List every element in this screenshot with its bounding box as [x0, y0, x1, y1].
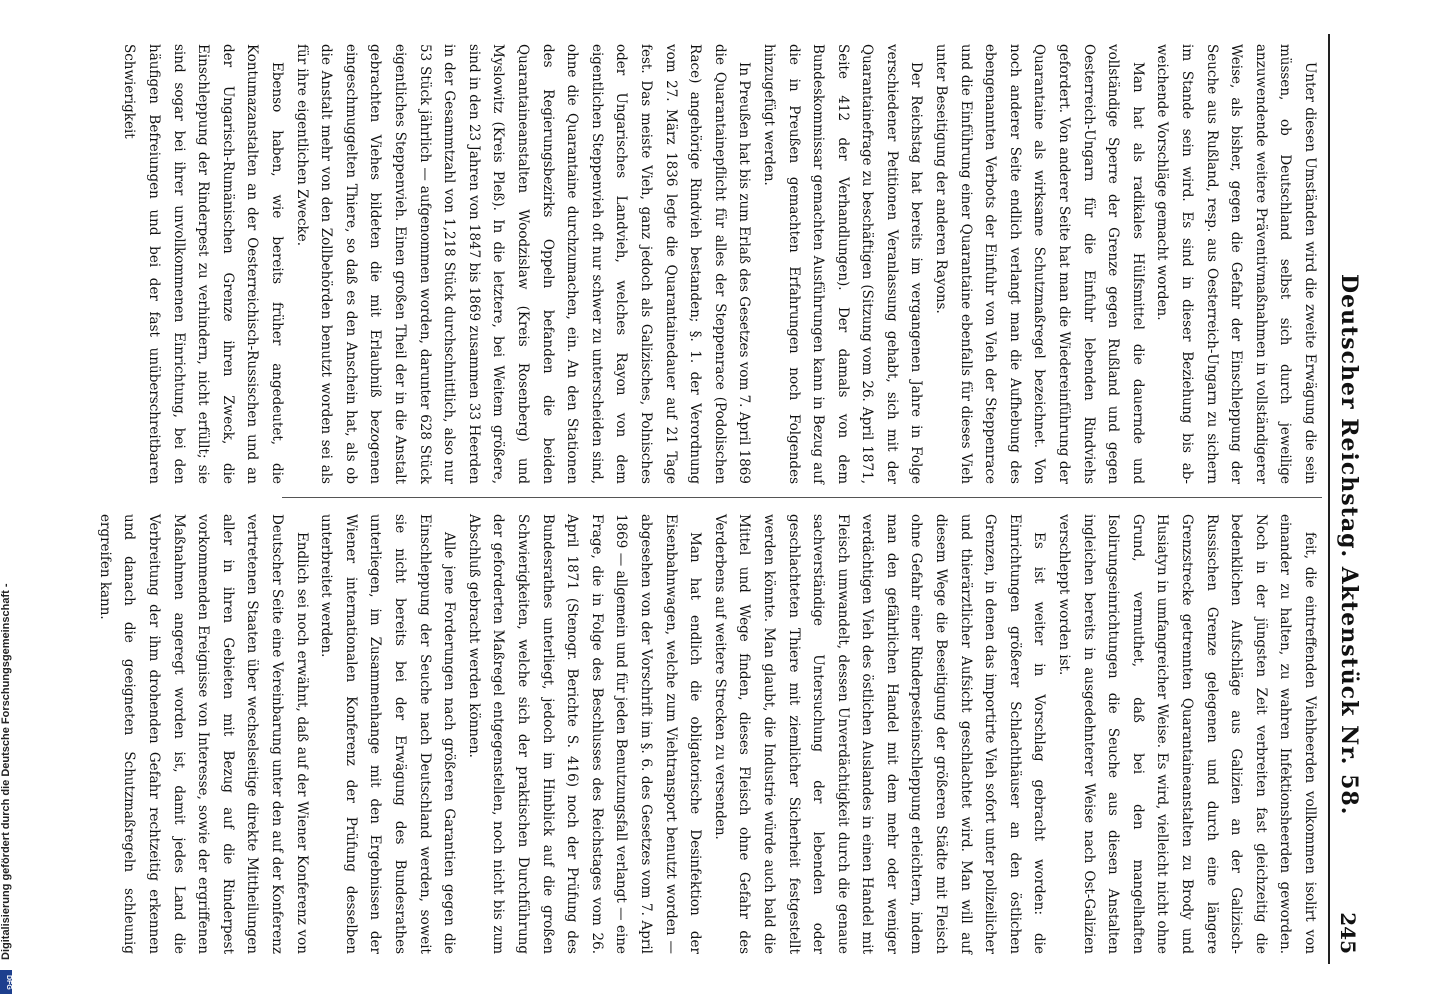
paragraph: Ebenso haben, wie bereits früher angedeutet, die Kontumazanstalten an der Oesterreichisch-Russischen und an der Ungarisch-Rumänischen Grenze ihren Zweck, die Einschleppung der Rinderpest zu verhindern, nicht erfüllt; sie sind sogar bei ihrer unvollkommenen Einrichtung, bei den häufigen Befreiungen und bei der fast unüberschreitbaren Schwierigkeit [121, 44, 286, 484]
paragraph: feit, die eintreffenden Viehheerden vollkommen isolirt von einander zu halten, zu wahren Infektionsheerden geworden. Noch in der jüngsten Zeit verbreiten fast gleichzeitig die bedenklichen Aufschläge aus Galizien an der Galizisch-Russischen Grenze gelegenen und durch eine längere Grenzstrecke getrennten Quarantaineanstalten zu Brody und Husiatyn in umfangreicher Weise. Es wird, vielleicht nicht ohne Grund, vermuthet, daß bei den mangelhaften Isolirungseinrichtungen die Seuche aus diesen Anstalten ingleichen bereits in ausgedehnterer Weise nach Ost-Galizien verschleppt worden ist. [1056, 514, 1318, 954]
paragraph: Alle jene Forderungen nach größeren Garantien gegen die Einschleppung der Seuche nach Deutschland werden, soweit sie nicht bereits bei der Erwägung des Bundesrathes unterliegen, im Zusammenhange mit den Ergebnissen der Wiener internationalen Konferenz der Prüfung desselben unterbreitet werden. [318, 514, 458, 954]
paragraph: Unter diesen Umständen wird die zweite Erwägung die sein müssen, ob Deutschland selbst sich durch jeweilige anzuwendende weitere Präventivmaßnahmen in vollständigerer Weise, als bisher, gegen die Gefahr der Einschleppung der Seuche aus Rußland, resp. aus Oesterreich-Ungarn zu sichern im Stande sein wird. Es sind in dieser Beziehung bis ab-weichende Vorschläge gemacht worden. [1154, 44, 1318, 484]
paragraph: Man hat endlich die obligatorische Desinfektion der Eisenbahnwagen, welche zum Viehtransport benutzt worden — abgesehen von der Vorschrift im §. 6. des Gesetzes vom 7. April 1869 — allgemein und für jeden Benutzungsfall verlangt — eine Frage, die in Folge des Beschlusses des Reichstages vom 26. April 1871 (Stenogr. Berichte S. 416) noch der Prüfung des Bundesrathes unterliegt, jedoch im Hinblick auf die großen Schwierigkeiten, welche sich der praktischen Durchführung der geforderten Maßregel entgegenstellen, noch nicht bis zum Abschluß gebracht werden können. [465, 514, 704, 954]
paragraph: Endlich sei noch erwähnt, daß auf der Wiener Konferenz von Deutscher Seite eine Vereinbarung unter den auf der Konferenz vertretenen Staaten über wechselseitige direkte Mittheilungen aller in ihren Gebieten mit Bezug auf die Rinderpest vorkommenden Ereignisse von Interesse, sowie der ergriffenen Maßnahmen angeregt worden ist, damit jedes Land die Verbreitung der ihm drohenden Gefahr rechtzeitig erkennen und danach die geeigneten Schutzmaßregeln schleunig ergreifen kann. [96, 514, 310, 954]
paragraph: Es ist weiter in Vorschlag gebracht worden: die Einrichtungen größerer Schlachthäuser an den östlichen Grenzen, in denen das importirte Vieh sofort unter polizeilicher und thierärztlicher Aufsicht geschlachtet wird. Man will auf diesem Wege die Beseitigung der größeren Städte mit Fleisch ohne Gefahr einer Rinderpesteinschleppung erleichtern, indem man den gefährlichen Handel mit dem mehr oder weniger verdächtigen Vieh des östlichen Auslandes in einen Handel mit Fleisch umwandelt, dessen Unverdächtigkeit durch die genaue sachverständige Untersuchung der lebenden oder geschlachteten Thiere mit ziemlicher Sicherheit festgestellt werden könnte. Man glaubt, die Industrie würde auch bald die Mittel und Wege finden, dieses Fleisch ohne Gefahr des Verderbens auf weitere Strecken zu versenden. [711, 514, 1048, 954]
paragraph: In Preußen hat bis zum Erlaß des Gesetzes vom 7. April 1869 die Quarantainepflicht für alles der Steppenrace (Podolischen Race) angehörige Rindvieh bestanden; §. 1. der Verordnung vom 27. März 1836 legte die Quarantainedauer auf 21 Tage fest. Das meiste Vieh, ganz jedoch als Galizisches, Polnisches oder Ungarisches Landvieh, welches Rayon von dem eigentlichen Steppenvieh oft nur schwer zu unterscheiden sind, ohne die Quarantaine durchzumachen, ein. An den Stationen des Regierungsbezirks Oppeln befanden die beiden Quarantaineanstalten Woodzislaw (Kreis Rosenberg) und Myslowitz (Kreis Pleß). In die letztere, bei Weitem größere, sind in den 23 Jahren von 1847 bis 1869 zusammen 33 Heerden in der Gesammtzahl von 1,218 Stück durchschnittlich, also nur 53 Stück jährlich — aufgenommen worden, darunter 628 Stück eigentliches Steppenvieh. Einen großen Theil der in die Anstalt gebrachten Viehes bildeten die mit Erlaubniß bezogenen eingeschmuggelten Thiere, so daß es den Anschein hat, als ob die Anstalt mehr von den Zollbehörden benutzt worden sei als für ihre eigentlichen Zwecke. [293, 44, 753, 484]
paragraph: Man hat als radikales Hülfsmittel die dauernde und vollständige Sperre der Grenze gegen Rußland und gegen Oesterreich-Ungarn für die Einfuhr lebenden Rindviehs gefordert. Von anderer Seite hat man die Wiedereinführung der Quarantaine als wirksame Schutzmaßregel bezeichnet. Von noch anderer Seite endlich verlangt man die Aufhebung des ebengenannten Verbots der Einfuhr von Vieh der Steppenrace und die Einführung einer Quarantaine ebenfalls für dieses Vieh unter Beseitigung der anderen Rayons. [933, 44, 1146, 484]
paragraph: Der Reichstag hat bereits im vergangenen Jahre in Folge verschiedener Petitionen Veranlassung gehabt, sich mit der Quarantainefrage zu beschäftigen (Sitzung vom 26. April 1871, Seite 412 der Verhandlungen). Der damals von dem Bundeskommissar gemachten Ausführungen kann in Bezug auf die in Preußen gemachten Erfahrungen noch Folgendes hinzugefügt werden. [760, 44, 925, 484]
page-number: 245 [1336, 912, 1360, 954]
running-title: Deutscher Reichstag. Aktenstück Nr. 58. [1336, 274, 1362, 816]
funding-credit: Digitalisierung gefördert durch die Deutsche Forschungsgemeinschaft - [0, 583, 12, 960]
dfg-logo: DFG [0, 970, 12, 994]
